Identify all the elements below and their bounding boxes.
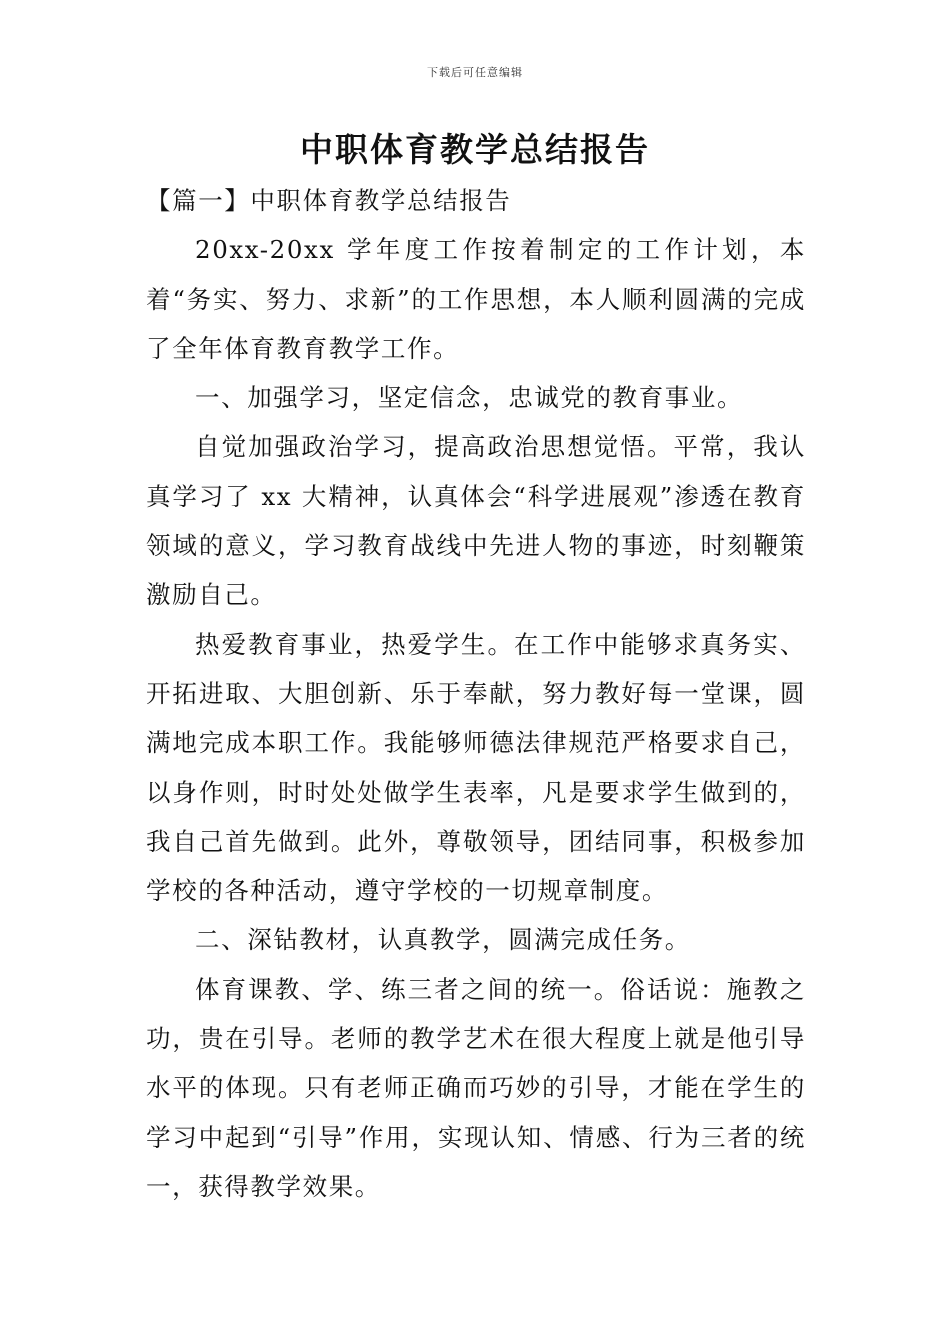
section-heading: 【篇一】中职体育教学总结报告 [146, 186, 512, 215]
header-note: 下载后可任意编辑 [427, 66, 523, 79]
paragraph: 20xx-20xx 学年度工作按着制定的工作计划，本着“务实、努力、求新”的工作思想，本人顺利圆满的完成了全年体育教育教学工作。 [146, 235, 806, 363]
document-title: 中职体育教学总结报告 [300, 130, 650, 169]
subsection-heading: 一、加强学习，坚定信念，忠诚党的教育事业。 [195, 383, 744, 413]
subsection-heading: 二、深钻教材，认真教学，圆满完成任务。 [195, 925, 691, 955]
paragraph: 自觉加强政治学习，提高政治思想觉悟。平常，我认真学习了 xx 大精神，认真体会“科学进展观”渗透在教育领域的意义，学习教育战线中先进人物的事迹，时刻鞭策激励自己。 [146, 432, 806, 610]
paragraph: 体育课教、学、练三者之间的统一。俗话说：施教之功，贵在引导。老师的教学艺术在很大程度上就是他引导水平的体现。只有老师正确而巧妙的引导，才能在学生的学习中起到“引导”作用，实现认知、情感、行为三者的统一，获得教学效果。 [146, 974, 806, 1201]
document-body [146, 176, 806, 1211]
paragraph: 热爱教育事业，热爱学生。在工作中能够求真务实、开拓进取、大胆创新、乐于奉献，努力教好每一堂课，圆满地完成本职工作。我能够师德法律规范严格要求自己，以身作则，时时处处做学生表率，凡是要求学生做到的，我自己首先做到。此外，尊敬领导，团结同事，积极参加学校的各种活动，遵守学校的一切规章制度。 [146, 629, 806, 906]
